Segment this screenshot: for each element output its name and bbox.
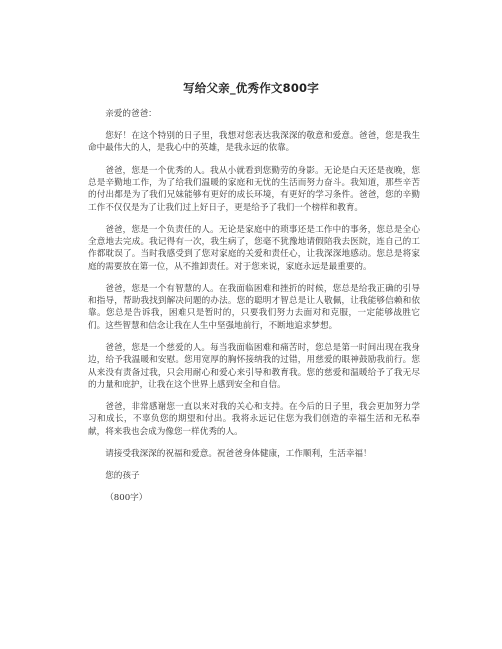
paragraph-6: 爸爸，非常感谢您一直以来对我的关心和支持。在今后的日子里，我会更加努力学习和成长，不辜负您的期望和付出。我将永远记住您为我们创造的幸福生活和无私奉献，将来我也会成为像您一样优秀的人。 <box>88 401 420 437</box>
paragraph-3: 爸爸，您是一个负责任的人。无论是家庭中的琐事还是工作中的事务，您总是全心全意地去完成。我记得有一次，我生病了，您毫不犹豫地请假陪我去医院，连自己的工作都耽误了。当时我感受到了您对家庭的关爱和责任心，让我深深地感动。您总是将家庭的需要放在第一位，从不推卸责任。对于您来说，家庭永远是最重要的。 <box>88 224 420 272</box>
greeting-line: 亲爱的爸爸： <box>105 109 157 119</box>
document-title: 写给父亲_优秀作文800字 <box>183 81 319 95</box>
paragraph-2: 爸爸，您是一个优秀的人。我从小就看到您勤劳的身影。无论是白天还是夜晚，您总是辛勤地工作，为了给我们温暖的家庭和无忧的生活而努力奋斗。我知道，那些辛苦的付出都是为了我们兄妹能够有更好的成长环境，有更好的学习条件。爸爸，您的辛勤工作不仅仅是为了让我们过上好日子，更是给予了我们一个榜样和教育。 <box>88 165 420 213</box>
word-count: （800字） <box>105 493 148 504</box>
document-body <box>88 108 420 514</box>
signature: 您的孩子 <box>105 470 140 481</box>
paragraph-5: 爸爸，您是一个慈爱的人。每当我面临困难和痛苦时，您总是第一时间出现在我身边，给予我温暖和安慰。您用宽厚的胸怀接纳我的过错，用慈爱的眼神鼓励我前行。您从来没有责备过我，只会用耐心和爱心来引导和教育我。您的慈爱和温暖给予了我无尽的力量和庇护，让我在这个世界上感到安全和自信。 <box>88 342 420 390</box>
closing-wishes: 请接受我深深的祝福和爱意。祝爸爸身体健康，工作顺利，生活幸福！ <box>105 448 372 459</box>
paragraph-4: 爸爸，您是一个有智慧的人。在我面临困难和挫折的时候，您总是给我正确的引导和指导，帮助我找到解决问题的办法。您的聪明才智总是让人敬佩，让我能够信赖和依靠。您总是告诉我，困难只是暂时的，只要我们努力去面对和克服，一定能够战胜它们。这些智慧和信念让我在人生中坚强地前行，不断地追求梦想。 <box>88 283 420 331</box>
paragraph-1: 您好！在这个特别的日子里，我想对您表达我深深的敬意和爱意。爸爸，您是我生命中最伟大的人，是我心中的英雄，是我永远的依靠。 <box>88 131 420 154</box>
